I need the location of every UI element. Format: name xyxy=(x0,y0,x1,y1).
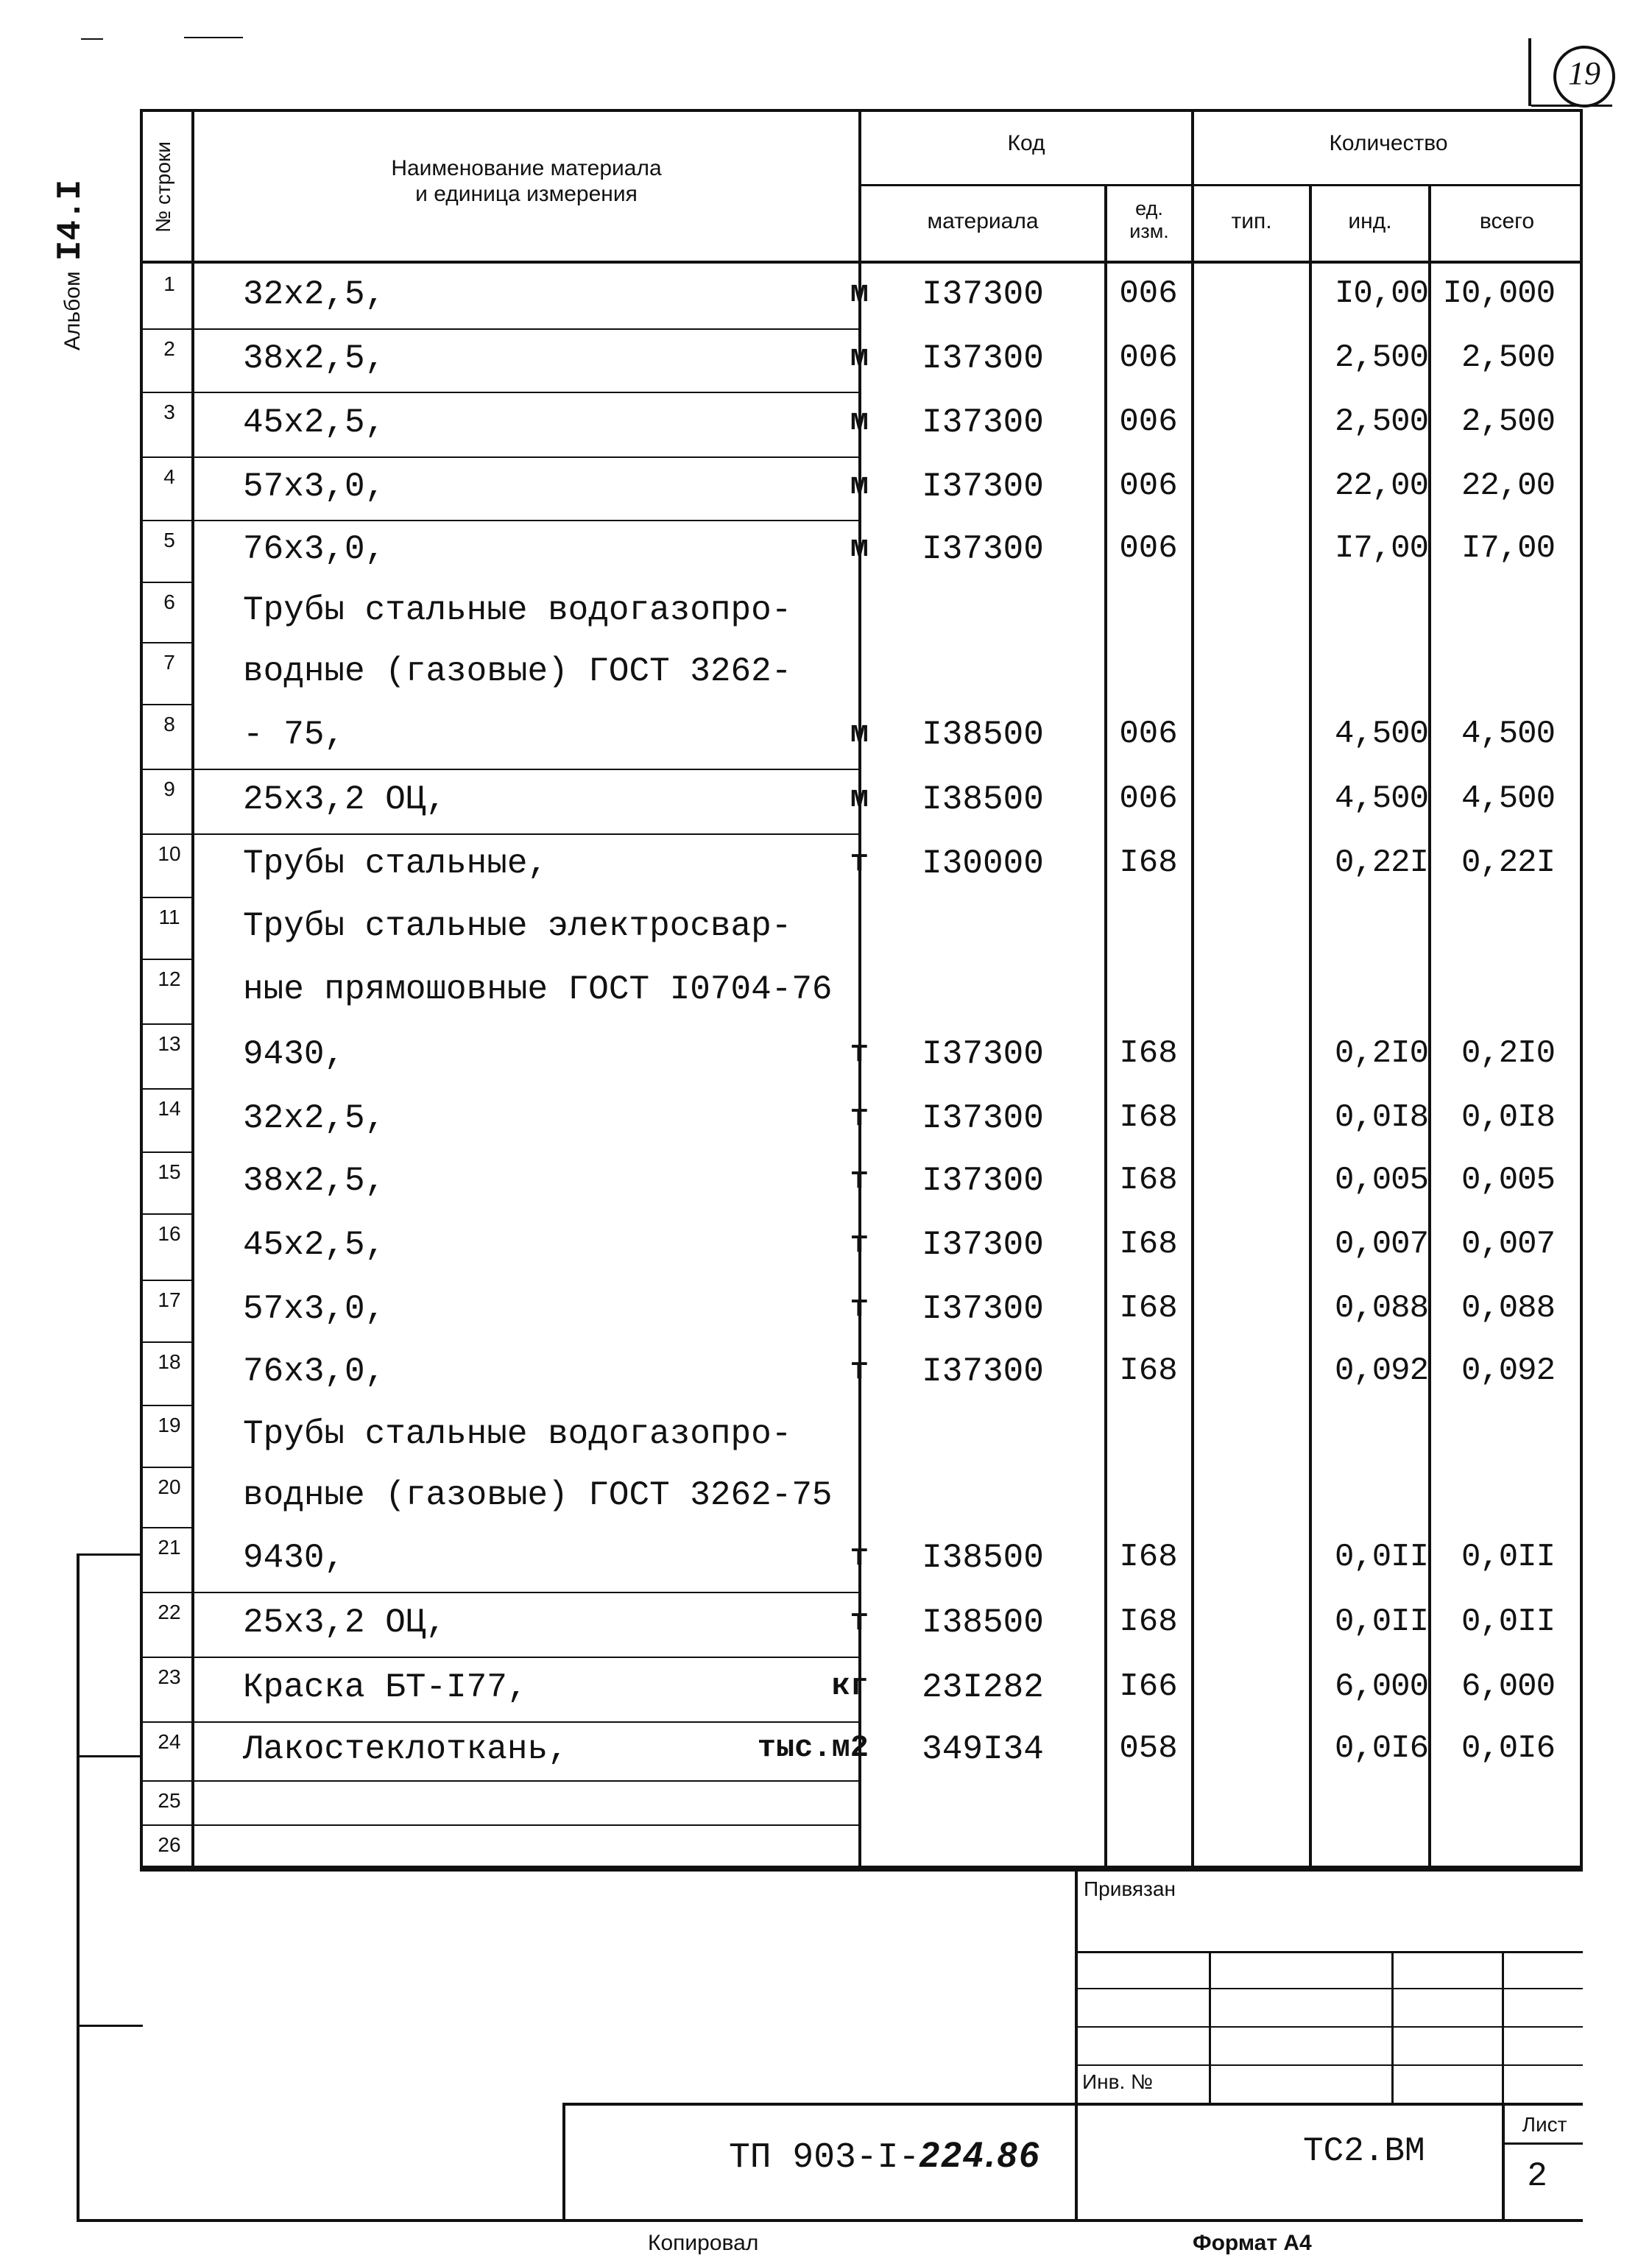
tied-label: Привязан xyxy=(1084,1877,1176,1900)
row-number: 15 xyxy=(158,1160,181,1183)
row-separator xyxy=(140,1824,194,1826)
row-separator xyxy=(140,582,194,583)
unit-code: 006 xyxy=(1119,716,1178,752)
margin-hline xyxy=(77,1755,143,1757)
qty-ind-header: инд. xyxy=(1348,209,1392,233)
stamp-line xyxy=(1075,2026,1583,2028)
stamp-line xyxy=(1075,1988,1583,1989)
unit-code: 006 xyxy=(1119,468,1178,504)
inv-label: Инв. № xyxy=(1082,2070,1154,2093)
row-number: 4 xyxy=(163,465,175,488)
row-separator-full xyxy=(194,1780,858,1782)
row-separator xyxy=(140,1151,194,1153)
row-separator xyxy=(140,1341,194,1343)
doc-mark: ТС2.ВМ xyxy=(1303,2132,1425,2170)
stamp-vline xyxy=(1502,1951,1504,2104)
unit-code: 006 xyxy=(1119,403,1178,440)
unit-of-measure: тыс.м2 xyxy=(757,1730,869,1766)
row-separator xyxy=(140,642,194,643)
stamp-vline xyxy=(1391,1951,1394,2104)
page-number: 19 xyxy=(1568,55,1600,91)
unit-of-measure: м xyxy=(850,530,869,565)
row-number: 13 xyxy=(158,1032,181,1055)
material-name: 76x3,0, xyxy=(243,1352,386,1391)
qty-total: 0,0I6 xyxy=(1461,1730,1555,1767)
row-number: 8 xyxy=(163,713,175,736)
material-name: водные (газовые) ГОСТ 3262- xyxy=(243,652,792,691)
unit-code: 006 xyxy=(1119,275,1178,312)
material-name: 57x3,0, xyxy=(243,468,386,506)
header-subline xyxy=(858,184,1583,186)
qty-total: 4,500 xyxy=(1461,780,1555,817)
row-separator xyxy=(140,1527,194,1528)
sheet-label: Лист xyxy=(1522,2113,1567,2136)
unit-of-measure: т xyxy=(850,1226,869,1261)
unit-code: 058 xyxy=(1119,1730,1178,1767)
material-name: водные (газовые) ГОСТ 3262-75 xyxy=(243,1476,833,1514)
row-number: 19 xyxy=(158,1414,181,1436)
row-separator xyxy=(140,392,194,393)
row-separator xyxy=(140,1467,194,1468)
material-name: 25x3,2 ОЦ, xyxy=(243,780,447,819)
title-block-bottom xyxy=(140,2219,1583,2222)
row-number: 17 xyxy=(158,1288,181,1311)
unit-of-measure: м xyxy=(850,780,869,816)
material-name: 38x2,5, xyxy=(243,339,386,378)
qty-total-header: всего xyxy=(1479,209,1535,233)
row-separator xyxy=(140,1721,194,1723)
qty-type-header: тип. xyxy=(1231,209,1272,233)
unit-of-measure: т xyxy=(850,1352,869,1388)
qty-total: 0,0II xyxy=(1461,1604,1555,1640)
unit-of-measure: м xyxy=(850,716,869,751)
row-number: 7 xyxy=(163,651,175,674)
material-name: 57x3,0, xyxy=(243,1290,386,1328)
row-number: 1 xyxy=(163,272,175,295)
unit-code: I68 xyxy=(1119,1539,1178,1576)
unit-code: I66 xyxy=(1119,1668,1178,1705)
row-number: 22 xyxy=(158,1601,181,1623)
material-name: Трубы стальные, xyxy=(243,844,548,883)
material-name: Лакостеклоткань, xyxy=(243,1730,568,1768)
qty-individual: 0,005 xyxy=(1334,1162,1428,1199)
material-code: 23I282 xyxy=(922,1668,1044,1707)
row-separator xyxy=(140,704,194,705)
qty-total: 0,007 xyxy=(1461,1226,1555,1263)
unit-of-measure: т xyxy=(850,1162,869,1197)
material-code: I37300 xyxy=(922,403,1044,442)
material-name: 45x2,5, xyxy=(243,1226,386,1264)
unit-of-measure: м xyxy=(850,468,869,503)
row-number: 25 xyxy=(158,1789,181,1812)
row-number: 5 xyxy=(163,529,175,551)
unit-of-measure: м xyxy=(850,275,869,311)
material-code: I37300 xyxy=(922,1162,1044,1200)
material-name: 25x3,2 ОЦ, xyxy=(243,1604,447,1642)
qty-individual: 22,00 xyxy=(1334,468,1428,504)
qty-total: I0,000 xyxy=(1442,275,1555,312)
margin-hline xyxy=(77,1553,143,1556)
row-number: 16 xyxy=(158,1222,181,1245)
unit-code: 006 xyxy=(1119,780,1178,817)
doc-code: ТП 903-I-224.86 xyxy=(729,2136,1042,2178)
material-code: I38500 xyxy=(922,1604,1044,1642)
material-name: ные прямошовные ГОСТ I0704-76 xyxy=(243,970,833,1009)
material-name: 32x2,5, xyxy=(243,1099,386,1137)
row-separator xyxy=(140,833,194,835)
sheet-number: 2 xyxy=(1527,2157,1547,2195)
material-name: 38x2,5, xyxy=(243,1162,386,1200)
row-separator-full xyxy=(194,769,858,770)
row-separator xyxy=(140,456,194,458)
row-number: 12 xyxy=(158,967,181,990)
unit-of-measure: т xyxy=(850,844,869,880)
qty-individual: 2,500 xyxy=(1334,339,1428,376)
corner-mark-underline xyxy=(1531,105,1612,107)
qty-individual: 0,0II xyxy=(1334,1604,1428,1640)
unit-of-measure: т xyxy=(850,1290,869,1325)
unit-code: I68 xyxy=(1119,1226,1178,1263)
row-separator-full xyxy=(194,456,858,458)
stamp-line xyxy=(1075,2064,1583,2066)
row-number: 26 xyxy=(158,1833,181,1856)
material-code: I37300 xyxy=(922,1099,1044,1137)
row-number: 11 xyxy=(158,906,180,928)
unit-code: I68 xyxy=(1119,1162,1178,1199)
material-code: I30000 xyxy=(922,844,1044,883)
code-material-header: материала xyxy=(927,209,1039,233)
row-number: 23 xyxy=(158,1665,181,1688)
material-name: Трубы стальные водогазопро- xyxy=(243,591,792,629)
copied-label: Копировал xyxy=(648,2231,759,2255)
row-separator xyxy=(140,328,194,330)
stamp-line xyxy=(1075,1951,1583,1953)
material-name: 45x2,5, xyxy=(243,403,386,442)
qty-total: 0,005 xyxy=(1461,1162,1555,1199)
material-code: 349I34 xyxy=(922,1730,1044,1768)
title-block-left xyxy=(562,2103,565,2222)
row-separator xyxy=(140,1592,194,1593)
unit-code: I68 xyxy=(1119,1099,1178,1136)
row-separator xyxy=(140,1657,194,1658)
row-separator xyxy=(140,520,194,521)
material-code: I38500 xyxy=(922,1539,1044,1577)
qty-total: 2,500 xyxy=(1461,403,1555,440)
qty-individual: I7,00 xyxy=(1334,530,1428,567)
unit-of-measure: т xyxy=(850,1035,869,1070)
unit-of-measure: т xyxy=(850,1604,869,1639)
row-number: 21 xyxy=(158,1536,181,1559)
row-number: 6 xyxy=(163,590,175,613)
row-no-header: № строки xyxy=(152,141,174,233)
row-separator-full xyxy=(194,1721,858,1723)
row-number: 14 xyxy=(158,1097,181,1120)
quantity-header: Количество xyxy=(1329,131,1448,155)
unit-code: 006 xyxy=(1119,339,1178,376)
material-code: I37300 xyxy=(922,468,1044,506)
material-code: I37300 xyxy=(922,1035,1044,1073)
material-code: I38500 xyxy=(922,716,1044,754)
unit-code: I68 xyxy=(1119,1352,1178,1389)
row-separator xyxy=(140,1780,194,1782)
qty-individual: 0,22I xyxy=(1334,844,1428,881)
row-number: 10 xyxy=(158,842,181,865)
qty-individual: 2,500 xyxy=(1334,403,1428,440)
margin-hline xyxy=(77,2025,143,2027)
material-code: I37300 xyxy=(922,530,1044,568)
qty-individual: 0,088 xyxy=(1334,1290,1428,1327)
material-code: I37300 xyxy=(922,1290,1044,1328)
header-bottom-line xyxy=(140,261,1583,264)
qty-individual: I0,00 xyxy=(1334,275,1428,312)
qty-total: 4,500 xyxy=(1461,716,1555,752)
code-header: Код xyxy=(1007,131,1045,155)
unit-of-measure: м xyxy=(850,339,869,375)
qty-individual: 0,0II xyxy=(1334,1539,1428,1576)
qty-total: 22,00 xyxy=(1461,468,1555,504)
qty-total: 0,092 xyxy=(1461,1352,1555,1389)
row-separator-full xyxy=(194,520,858,521)
qty-total: 0,0I8 xyxy=(1461,1099,1555,1136)
qty-total: 0,22I xyxy=(1461,844,1555,881)
row-separator xyxy=(140,1405,194,1406)
material-name: 32x2,5, xyxy=(243,275,386,314)
unit-of-measure: м xyxy=(850,403,869,439)
unit-of-measure: т xyxy=(850,1099,869,1135)
row-separator xyxy=(140,1023,194,1025)
row-number: 18 xyxy=(158,1350,181,1373)
qty-total: 2,500 xyxy=(1461,339,1555,376)
unit-code: 006 xyxy=(1119,530,1178,567)
material-name: 76x3,0, xyxy=(243,530,386,568)
row-separator xyxy=(140,897,194,898)
qty-individual: 4,500 xyxy=(1334,780,1428,817)
row-separator xyxy=(140,959,194,960)
unit-of-measure: т xyxy=(850,1539,869,1574)
material-name: 9430, xyxy=(243,1539,345,1577)
row-separator xyxy=(140,1213,194,1215)
stamp-top-line xyxy=(140,1869,1583,1872)
corner-mark-line xyxy=(1528,38,1531,106)
album-label: Альбом I4.I xyxy=(52,179,90,351)
material-code: I37300 xyxy=(922,1352,1044,1391)
qty-individual: 0,0I8 xyxy=(1334,1099,1428,1136)
qty-individual: 4,500 xyxy=(1334,716,1428,752)
material-name: Трубы стальные водогазопро- xyxy=(243,1415,792,1453)
qty-individual: 0,092 xyxy=(1334,1352,1428,1389)
material-name: Трубы стальные электросвар- xyxy=(243,907,792,945)
row-separator-full xyxy=(194,833,858,835)
sheet-box-divider xyxy=(1502,2142,1583,2145)
qty-total: 0,2I0 xyxy=(1461,1035,1555,1072)
material-code: I37300 xyxy=(922,339,1044,378)
qty-individual: 0,007 xyxy=(1334,1226,1428,1263)
row-separator-full xyxy=(194,1592,858,1593)
unit-code: I68 xyxy=(1119,844,1178,881)
material-name: - 75, xyxy=(243,716,345,754)
unit-code: I68 xyxy=(1119,1604,1178,1640)
row-separator xyxy=(140,769,194,770)
format-label: Формат А4 xyxy=(1193,2231,1312,2255)
row-number: 3 xyxy=(163,401,175,423)
stray-mark xyxy=(81,38,103,40)
title-block-top xyxy=(562,2103,1583,2106)
sheet-box-left xyxy=(1502,2103,1505,2222)
qty-individual: 6,000 xyxy=(1334,1668,1428,1705)
stamp-left-divider xyxy=(1075,1869,1078,2222)
row-separator-full xyxy=(194,1824,858,1826)
qty-individual: 0,2I0 xyxy=(1334,1035,1428,1072)
qty-individual: 0,0I6 xyxy=(1334,1730,1428,1767)
name-header: Наименование материала и единица измерения xyxy=(391,156,662,206)
row-separator-full xyxy=(194,1657,858,1658)
qty-total: 6,000 xyxy=(1461,1668,1555,1705)
row-number: 9 xyxy=(163,777,175,800)
material-code: I37300 xyxy=(922,1226,1044,1264)
unit-of-measure: кг xyxy=(831,1668,869,1704)
material-name: 9430, xyxy=(243,1035,345,1073)
stray-mark xyxy=(184,37,243,38)
unit-code: I68 xyxy=(1119,1035,1178,1072)
row-number: 24 xyxy=(158,1730,181,1753)
material-code: I37300 xyxy=(922,275,1044,314)
row-separator-full xyxy=(194,392,858,393)
row-separator xyxy=(140,1280,194,1281)
row-separator xyxy=(140,1088,194,1090)
qty-total: I7,00 xyxy=(1461,530,1555,567)
unit-code: I68 xyxy=(1119,1290,1178,1327)
material-code: I38500 xyxy=(922,780,1044,819)
code-unit-header: ед. изм. xyxy=(1129,197,1169,243)
qty-total: 0,088 xyxy=(1461,1290,1555,1327)
stamp-vline xyxy=(1209,1951,1211,2104)
row-number: 2 xyxy=(163,337,175,360)
margin-hline xyxy=(77,2219,143,2222)
qty-total: 0,0II xyxy=(1461,1539,1555,1576)
material-name: Краска БТ-I77, xyxy=(243,1668,528,1707)
row-separator-full xyxy=(194,328,858,330)
margin-vline xyxy=(77,1553,80,2222)
row-number: 20 xyxy=(158,1475,181,1498)
